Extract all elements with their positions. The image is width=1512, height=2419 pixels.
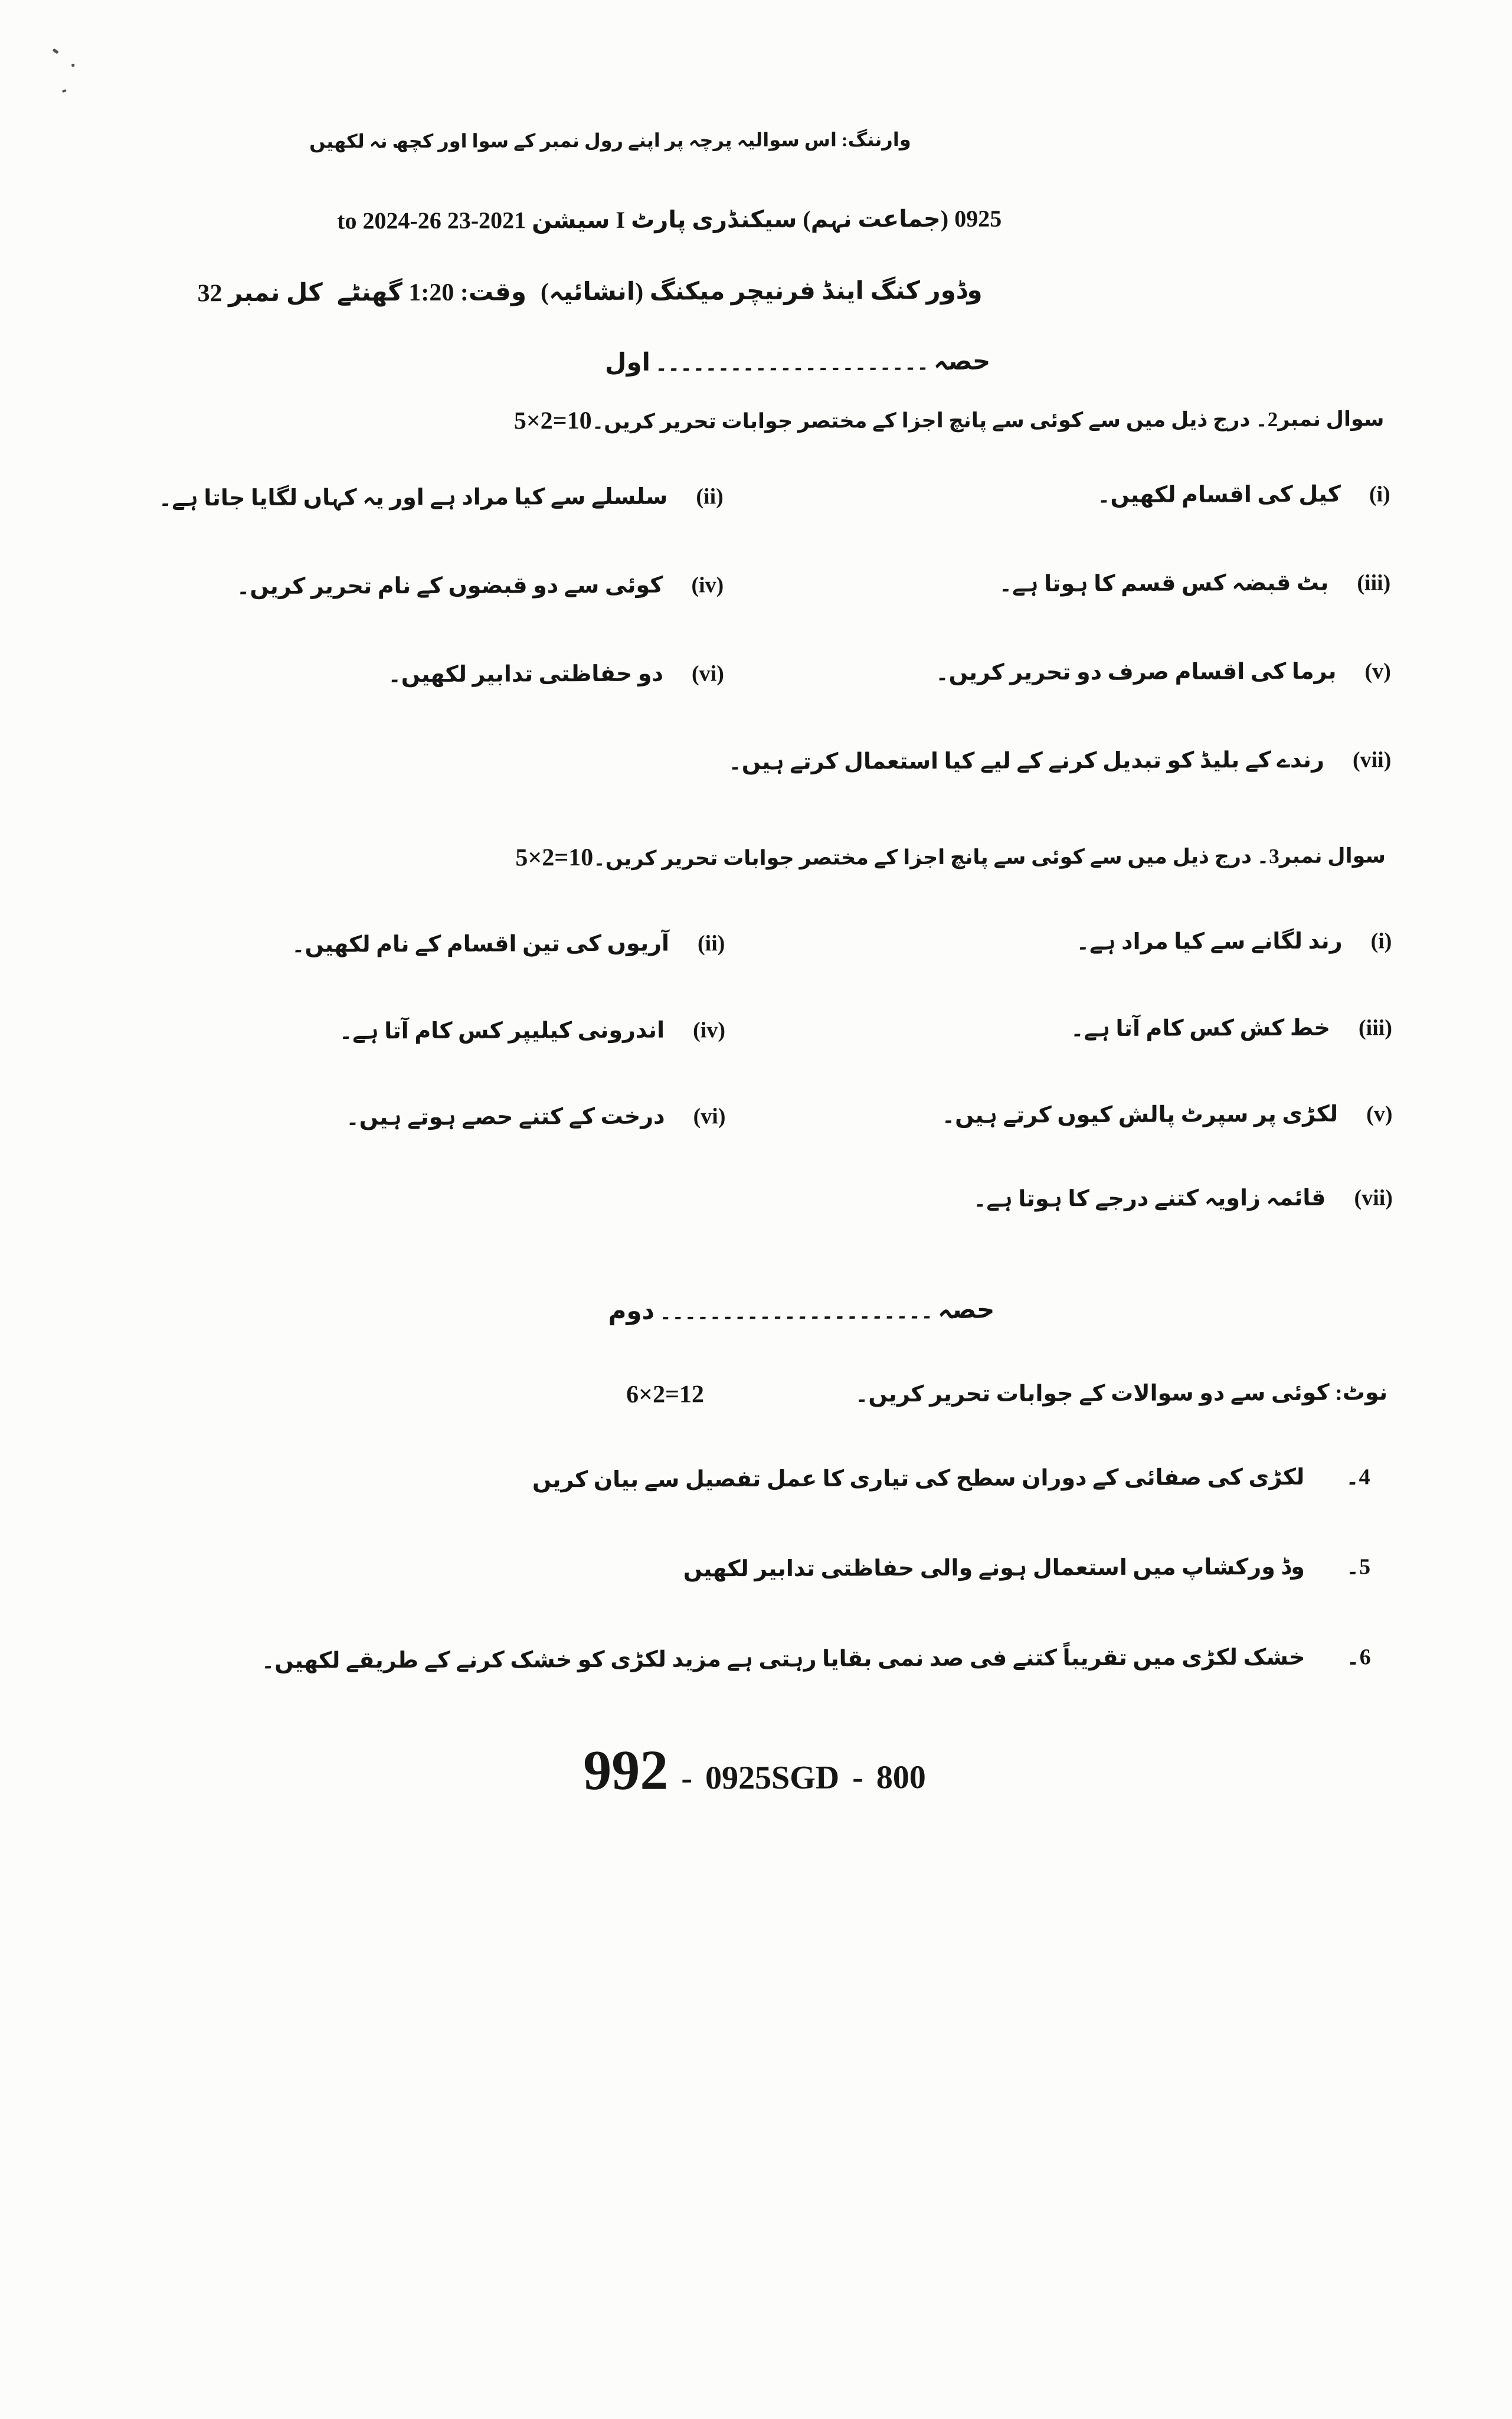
q3-item-vii: [973, 1184, 1393, 1212]
q2-item-iii: [999, 569, 1391, 597]
item-number: (vii): [1352, 747, 1392, 773]
item-number: (iii): [1358, 1015, 1393, 1041]
q2-heading: سوال نمبر2۔ درج ذیل میں سے کوئی سے پانچ اجزا کے مختصر جوابات تحریر کریں۔: [591, 407, 1385, 433]
q2-item-iv: [237, 571, 724, 600]
scan-speck: [71, 64, 74, 67]
part1-divider: [605, 346, 990, 377]
subject-title: وڈور کنگ اینڈ فرنیچر میکنگ (انشائیہ): [540, 277, 983, 306]
part2-note: نوٹ: کوئی سے دو سوالات کے جوابات تحریر کریں۔: [855, 1380, 1388, 1407]
warning-text: وارننگ: اس سوالیہ پرچہ پر اپنے رول نمبر کے سوا اور کچھ نہ لکھیں: [309, 129, 911, 152]
footer-print-line: [583, 1738, 926, 1802]
q3-item-iv: [339, 1016, 725, 1044]
divider-dashes: ۔۔۔۔۔۔۔۔۔۔۔۔۔۔۔۔۔۔۔۔۔۔: [654, 350, 930, 375]
item-text: بٹ قبضہ کس قسم کا ہوتا ہے۔: [999, 570, 1329, 597]
divider-right-label: حصہ: [938, 1296, 995, 1324]
q3-marks: 5×2=10: [515, 844, 594, 872]
question-4: [532, 1463, 1370, 1493]
part2-divider: [608, 1295, 995, 1326]
item-number: (ii): [696, 484, 724, 509]
item-number: (vi): [693, 1104, 726, 1129]
divider-left-label: اول: [604, 349, 651, 377]
part2-note-row: [626, 1378, 1387, 1409]
time-allowed: وقت: 1:20 گھنٹے: [336, 279, 526, 307]
item-text: آریوں کی تین اقسام کے نام لکھیں۔: [292, 931, 670, 957]
item-text: اندرونی کیلیپر کس کام آتا ہے۔: [339, 1018, 665, 1044]
total-marks: کل نمبر 32: [197, 279, 323, 308]
item-number: (vii): [1354, 1185, 1393, 1211]
q2-item-ii: [159, 483, 724, 511]
question-6: [261, 1643, 1371, 1674]
item-text: لکڑی پر سپرٹ پالش کیوں کرتے ہیں۔: [941, 1101, 1338, 1128]
divider-right-label: حصہ: [933, 348, 991, 375]
item-text: درخت کے کتنے حصے ہوتے ہیں۔: [346, 1104, 665, 1130]
footer-separator: -: [852, 1759, 863, 1796]
scan-speck: [62, 89, 67, 93]
q2-item-v: [935, 658, 1391, 686]
item-text: رندے کے بلیڈ کو تبدیل کرنے کے لیے کیا استعمال کرتے ہیں۔: [728, 747, 1324, 775]
footer-print-quantity: 800: [876, 1759, 926, 1796]
question-text: وڈ ورکشاپ میں استعمال ہونے والی حفاظتی تدابیر لکھیں: [683, 1554, 1305, 1582]
question-text: خشک لکڑی میں تقریباً کتنے فی صد نمی بقایا رہتی ہے مزید لکڑی کو خشک کرنے کے طریقے لکھیں۔: [261, 1645, 1305, 1673]
item-number: (ii): [697, 931, 725, 956]
q3-item-i: [1076, 927, 1392, 955]
item-number: (iv): [691, 573, 724, 598]
session-line: 0925 (جماعت نہم) سیکنڈری پارٹ I سیشن 2021-23 to 2024-26: [337, 205, 1002, 234]
item-number: (iv): [692, 1018, 726, 1043]
q3-item-v: [942, 1100, 1393, 1129]
item-number: (iii): [1357, 570, 1391, 596]
item-text: کیل کی اقسام لکھیں۔: [1097, 482, 1341, 508]
question-text: لکڑی کی صفائی کے دوران سطح کی تیاری کا عمل تفصیل سے بیان کریں: [532, 1465, 1305, 1493]
q2-marks: 5×2=10: [513, 407, 592, 435]
question-5: [683, 1553, 1371, 1582]
q2-item-vii: [728, 746, 1391, 775]
item-text: قائمہ زاویہ کتنے درجے کا ہوتا ہے۔: [973, 1185, 1326, 1212]
q3-item-ii: [292, 930, 725, 958]
footer-separator: -: [681, 1760, 693, 1797]
item-text: برما کی اقسام صرف دو تحریر کریں۔: [935, 659, 1337, 685]
item-text: کوئی سے دو قبضوں کے نام تحریر کریں۔: [236, 573, 663, 600]
item-text: دو حفاظتی تدابیر لکھیں۔: [388, 661, 664, 688]
divider-dashes: ۔۔۔۔۔۔۔۔۔۔۔۔۔۔۔۔۔۔۔۔۔۔: [659, 1299, 934, 1324]
item-number: (i): [1370, 929, 1392, 954]
question-number: 5۔: [1346, 1554, 1371, 1580]
question-number: 6۔: [1346, 1645, 1371, 1670]
question-number: 4۔: [1346, 1465, 1370, 1490]
item-number: (v): [1364, 659, 1391, 684]
item-text: سلسلے سے کیا مراد ہے اور یہ کہاں لگایا جاتا ہے۔: [158, 484, 668, 511]
q3-item-vi: [346, 1103, 725, 1130]
footer-print-code: 0925SGD: [705, 1759, 840, 1797]
footer-paper-number: 992: [583, 1738, 669, 1802]
q2-heading-row: [513, 404, 1385, 435]
title-row: [197, 276, 982, 308]
item-number: (v): [1366, 1101, 1393, 1127]
q3-heading-row: [515, 841, 1386, 872]
item-text: رند لگانے سے کیا مراد ہے۔: [1076, 929, 1343, 955]
q3-item-iii: [1071, 1014, 1392, 1042]
item-number: (vi): [691, 661, 724, 687]
divider-left-label: دوم: [608, 1297, 655, 1325]
q2-item-i: [1097, 480, 1390, 508]
q3-heading: سوال نمبر3۔ درج ذیل میں سے کوئی سے پانچ اجزا کے مختصر جوابات تحریر کریں۔: [593, 844, 1386, 870]
item-text: خط کش کس کام آتا ہے۔: [1071, 1015, 1331, 1042]
part2-marks: 6×2=12: [626, 1381, 705, 1408]
scan-speck: [53, 48, 59, 54]
q2-item-vi: [388, 660, 724, 688]
item-number: (i): [1369, 482, 1390, 507]
